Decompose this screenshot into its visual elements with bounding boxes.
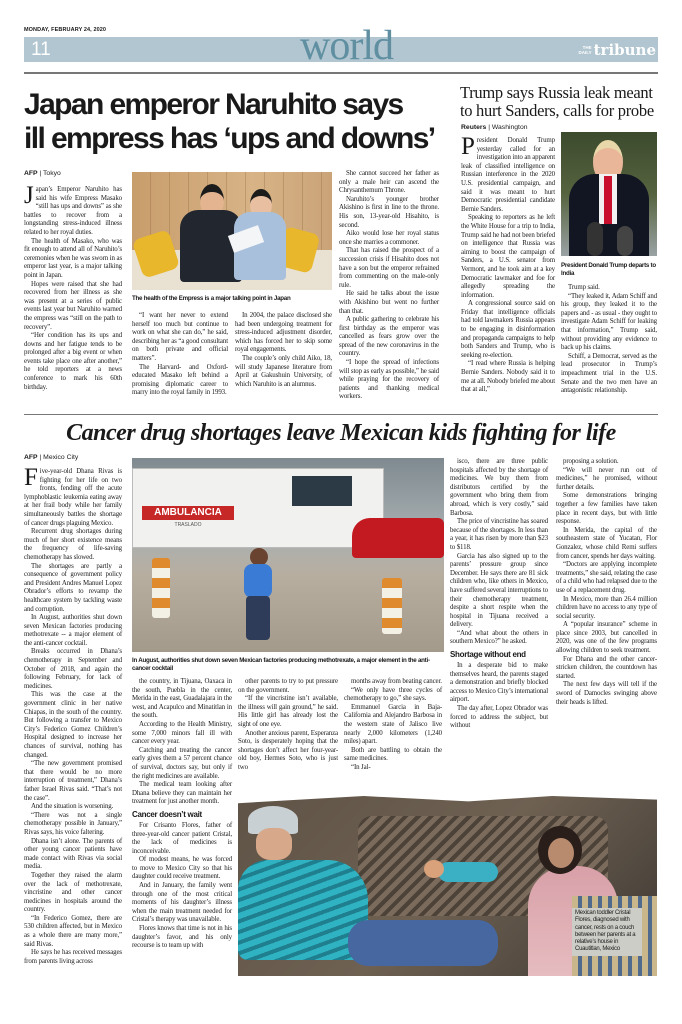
paragraph: isco, there are three public hospitals affected by the shortage of medicines. We buy them from distributors certified by the government who bring them from abroad, which is very costly,” said Barbosa. xyxy=(450,458,548,517)
cancer-column-5 xyxy=(450,458,548,731)
cancer-byline: AFP | Mexico City xyxy=(24,454,79,461)
japan-column-4 xyxy=(339,170,439,402)
japan-column-2 xyxy=(132,312,228,398)
paragraph: Of modest means, he was forced to move to Mexico City so that his daughter could receive treatment. xyxy=(132,856,232,881)
paragraph: Another anxious parent, Esperanza Soto, is desperately hoping that the shortages don’t affect her four-year-old boy, Hermes Soto, who is just two xyxy=(238,729,338,771)
paragraph: “We will never run out of medicines,” he promised, without further details. xyxy=(556,466,657,491)
japan-headline-line2: ill empress has ‘ups and downs’ xyxy=(24,122,435,155)
paragraph: Both are battling to obtain the same medicines. xyxy=(344,746,442,763)
paragraph: Breaks occurred in Dhana’s chemotherapy in September and October of 2018, and again the following February, for lack of medicines. xyxy=(24,648,122,690)
paragraph: In a desperate bid to make themselves heard, the parents staged a demonstration and briefly blocked access to Mexico City’s international airport. xyxy=(450,662,548,704)
byline-agency: AFP xyxy=(24,170,38,177)
paragraph: “If the vincristine isn’t available, the illness will gain ground,” he said. His little girl has already lost the sight of one eye. xyxy=(238,695,338,728)
byline-dateline: Tokyo xyxy=(43,170,61,177)
japan-photo-caption: The health of the Empress is a major talking point in Japan xyxy=(132,295,291,302)
paragraph: That has raised the prospect of a succession crisis if Hisahito does not have a son but the emperor refrained from commenting on the male-only rule. xyxy=(339,247,439,289)
paragraph: “I hope the spread of infections will stop as early as possible,” he said while praying for the recovery of patients and thanking medical workers. xyxy=(339,359,439,401)
paragraph: The price of vincristine has soared because of the shortages. In less than a year, it has risen by more than $23 to $118. xyxy=(450,518,548,551)
subhead-cancer-doesnt-wait: Cancer doesn’t wait xyxy=(132,809,202,819)
ambulance-sign-sub: TRASLADO xyxy=(174,522,202,528)
paragraph: The next few days will tell if the sword of Damocles swinging above their heads is lifted. xyxy=(556,681,657,706)
paragraph: months away from beating cancer. xyxy=(351,678,442,685)
paragraph: In August, authorities shut down seven Mexican factories producing methotrexate -- a major element of the anti-cancer cocktail. xyxy=(24,614,122,647)
cancer-column-2 xyxy=(132,678,232,951)
paragraph: Dhana isn’t alone. The parents of other young cancer patients have made contact with Rivas via social media. xyxy=(24,837,122,871)
paragraph: “I read where Russia is helping Bernie Sanders. Nobody said it to me at all. Nobody briefed me about that at all,” xyxy=(461,360,555,394)
paragraph: The shortages are partly a consequence of government policy and President Andres Manuel Lopez Obrador’s efforts to revamp the healthcare system by tackling waste and corruption. xyxy=(24,562,122,613)
japan-emperor-photo xyxy=(132,172,332,290)
paragraph: The couple’s only child Aiko, 18, will study Japanese literature from April at Gakushuin University, of which Naruhito is an alumnus. xyxy=(235,354,332,388)
paragraph: And in January, the family went through one of the most critical moments of his daughter’s illness when the main treatment needed for Cristal’s therapy was unavailable. xyxy=(132,882,232,924)
cancer-column-5-top xyxy=(450,458,548,647)
paragraph: Schiff, a Democrat, served as the lead prosecutor in Trump’s impeachment trial in the U.S. Senate and the two men have an antagonistic relationship. xyxy=(561,352,657,395)
paragraph: Garcia has also signed up to the parents’ pressure group since December. He says there are 81 sick children who, like others in Mexico, have suffered several interruptions to their chemotherapy treatment, despite a short respite when the hospital in Tijuana received a delivery. xyxy=(450,552,548,629)
paragraph: “The new government promised that there would be no more interruption of treatment,” Dhana’s father Israel Rivas said. “That’s not the case”. xyxy=(24,760,122,802)
trump-column-2 xyxy=(561,284,657,396)
japan-byline: AFP | Tokyo xyxy=(24,170,61,177)
section-title: world xyxy=(300,23,393,69)
paragraph: Catching and treating the cancer early gives them a 57 percent chance of survival, doctors say, but only if the right medicines are available. xyxy=(132,746,232,780)
paragraph: In 2004, the palace disclosed she had been undergoing treatment for stress-induced adjustment disorder, which has forced her to skip some royal engagements. xyxy=(235,312,332,354)
paragraph: For Crisanto Flores, father of three-year-old cancer patient Cristal, the lack of medicines is inconceivable. xyxy=(132,821,232,855)
paragraph: Hopes were raised that she had recovered from her illness as she was present at a series of public events last year but Naruhito warned the empress was “still on the path to recovery”. xyxy=(24,280,122,331)
issue-date: MONDAY, FEBRUARY 24, 2020 xyxy=(24,27,107,33)
paragraph: “And what about the others in southern Mexico?” he asked. xyxy=(450,629,548,646)
cancer-column-1 xyxy=(24,464,122,966)
paragraph: Aiko would lose her royal status once she marries a commoner. xyxy=(339,230,439,246)
paragraph: The Harvard- and Oxford-educated Masako left behind a promising diplomatic career to marry into the royal family in 1993. xyxy=(132,363,228,397)
header-divider xyxy=(24,72,658,74)
byline-agency: Reuters xyxy=(461,124,487,131)
japan-column-3 xyxy=(235,312,332,389)
trump-photo xyxy=(561,132,657,256)
trump-photo-caption: President Donald Trump departs to India xyxy=(561,262,656,277)
paragraph: A congressional source said on Friday that intelligence officials had told lawmakers Russia appears to be engaging in disinformation and propaganda campaigns to help both Sanders and Trump, who is seeking re-election. xyxy=(461,300,555,359)
newspaper-logo xyxy=(578,41,656,59)
paragraph: Five-year-old Dhana Rivas is fighting for her life on two fronts, fending off the acute lymphoblastic leukemia eating away at her frail body while her family simultaneously battles the shortage of cancer drugs plaguing Mexico. xyxy=(24,464,122,527)
paragraph: Speaking to reporters as he left the White House for a trip to India, Trump said he had not been briefed on intelligence that Russia was aiming to boost the campaign of Sanders, a U.S. senator from Vermont, and he took aim at a key Democratic lawmaker and foe for allegedly spreading the information. xyxy=(461,214,555,299)
paragraph: He says he has received messages from parents living across xyxy=(24,949,122,965)
paragraph: The health of Masako, who was fit enough to attend all of Naruhito’s ceremonies when he was sworn in as emperor last year, is a major talking point in Japan. xyxy=(24,237,122,279)
paragraph: Flores knows that time is not in his daughter’s favor, and his only recourse is to team up with xyxy=(132,925,232,950)
paragraph: “They leaked it, Adam Schiff and his group, they leaked it to the papers and - as usual - they ought to investigate Adam Schiff for leaking that information,” Trump said, without providing any evidence to back up his claims. xyxy=(561,292,657,352)
paragraph: A “popular insurance” scheme in place since 2003, but cancelled in 2020, was one of the few programs allowing children to seek treatment. xyxy=(556,621,657,655)
cancer-column-2-top xyxy=(132,678,232,807)
paragraph: other parents to try to put pressure on the government. xyxy=(238,678,338,694)
paragraph: “We only have three cycles of chemotherapy to go,” she says. xyxy=(344,686,442,703)
story-divider xyxy=(24,414,658,415)
paragraph: She cannot succeed her father as only a male heir can ascend the Chrysanthemum Throne. xyxy=(339,170,439,195)
paragraph: Naruhito’s younger brother Akishino is first in line to the throne. His son, 13-year-old Hisahito, is second. xyxy=(339,195,439,229)
paragraph: Recurrent drug shortages during much of her short existence means the frequency of life-saving chemotherapy has slowed. xyxy=(24,528,122,561)
paragraph: And the situation is worsening. xyxy=(31,803,114,811)
cancer-column-6 xyxy=(556,458,657,707)
paragraph: “In Federico Gomez, there are 530 children affected, but in Mexico as a whole there are many more,” said Rivas. xyxy=(24,914,122,948)
paragraph: A public gathering to celebrate his first birthday as the emperor was cancelled as fears grow over the spread of the new coronavirus in the country. xyxy=(339,316,439,358)
trump-byline: Reuters | Washington xyxy=(461,124,528,131)
paragraph: “In Jal- xyxy=(351,763,371,771)
trump-headline: Trump says Russia leak meant to hurt Sanders, calls for probe xyxy=(460,83,654,120)
subhead-shortage-without-end: Shortage without end xyxy=(450,650,526,660)
japan-headline-line1: Japan emperor Naruhito says xyxy=(24,88,403,121)
paragraph: “Her condition has its ups and downs and her fatigue tends to be prolonged after a big event or when events take place one after another,” he told reporters at a news conference to mark his 60th birthday. xyxy=(24,332,122,391)
paragraph: Emmanuel Garcia in Baja-California and Alejandro Barbosa in the western state of Jalisco live nearly 2,000 kilometers (1,240 miles) apart. xyxy=(344,703,442,746)
paragraph: He said he talks about the issue with Akishino but went no further than that. xyxy=(339,290,439,315)
byline-dateline: Mexico City xyxy=(43,454,79,461)
paragraph: Japan’s Emperor Naruhito has said his wife Empress Masako “still has ups and downs” as she battles to recover from a longstanding stress-induced illness related to her royal duties. xyxy=(24,182,122,236)
paragraph: In Merida, the capital of the southeastern state of Yucatan, Flor Gonzalez, whose child Remi suffers from cancer, spends her days waiting. xyxy=(556,526,657,560)
paragraph: This was the case at the government clinic in her native Chiapas, in the south of the country. But following a transfer to Mexico City’s Federico Gomez Children’s Hospital designed to increase her chances of survival, nothing has changed. xyxy=(24,691,122,759)
cancer-headline: Cancer drug shortages leave Mexican kids fighting for life xyxy=(66,420,616,446)
paragraph: The medical team looking after Dhana believe they can maintain her treatment for just another month. xyxy=(132,781,232,806)
trump-column-1 xyxy=(461,133,555,395)
paragraph: Some demonstrations bringing together a few families have taken place in recent days, but with little response. xyxy=(556,492,657,526)
cancer-column-3 xyxy=(238,678,338,773)
paragraph: For Dhana and the other cancer-stricken children, the countdown has started. xyxy=(556,655,657,680)
ambulance-photo xyxy=(132,458,444,652)
page-number: 11 xyxy=(31,39,51,60)
family-photo-caption: Mexican toddler Cristal Flores, diagnosed with cancer, rests on a couch between her parents at a relative’s house in Cuautitlan, Mexico xyxy=(572,908,642,956)
byline-dateline: Washington xyxy=(491,124,528,131)
paragraph: In Mexico, more than 26.4 million children have no access to any type of social security. xyxy=(556,595,657,620)
cancer-column-4 xyxy=(344,678,442,773)
paragraph: the country, in Tijuana, Oaxaca in the south, Puebla in the center, Merida in the east, Guadalajara in the west, and Acapulco and Minatitlan in the south. xyxy=(132,678,232,720)
paragraph: proposing a solution. xyxy=(563,458,619,465)
paragraph: “Doctors are applying incomplete treatments,” she said, relating the case of a child who had relapsed due to the use of a replacement drug. xyxy=(556,561,657,594)
ambulance-sign: AMBULANCIA xyxy=(142,506,234,520)
paragraph: Trump said. xyxy=(568,284,600,291)
paragraph: “There was not a single chemotherapy possible in January,” Rivas says, his voice faltering. xyxy=(24,811,122,836)
logo-prefix: THE DAILY xyxy=(578,45,592,55)
cancer-column-2-bottom xyxy=(132,822,232,951)
japan-headline xyxy=(24,88,435,156)
byline-agency: AFP xyxy=(24,454,38,461)
japan-column-1 xyxy=(24,182,122,392)
cancer-column-5-bottom xyxy=(450,662,548,731)
paragraph: “I want her never to extend herself too much but continue to work on what she can do,” he said, describing her as “a good consultant on both private and official matters”. xyxy=(132,312,228,362)
paragraph: President Donald Trump yesterday called for an investigation into an apparent leak of classified intelligence on Russian interference in the 2020 U.S. presidential campaign, and said it was meant to hurt Democratic presidential candidate Bernie Sanders. xyxy=(461,133,555,213)
paragraph: According to the Health Ministry, some 7,000 minors fall ill with cancer every year. xyxy=(132,720,232,746)
paragraph: The day after, Lopez Obrador was forced to address the subject, but without xyxy=(450,705,548,730)
paragraph: Together they raised the alarm over the lack of methotrexate, vincristine and other cancer medicines in hospitals around the country. xyxy=(24,871,122,914)
logo-name: tribune xyxy=(593,41,656,59)
ambulance-photo-caption: In August, authorities shut down seven Mexican factories producing methotrexate, a major element in the anti-cancer cocktail xyxy=(132,657,430,672)
